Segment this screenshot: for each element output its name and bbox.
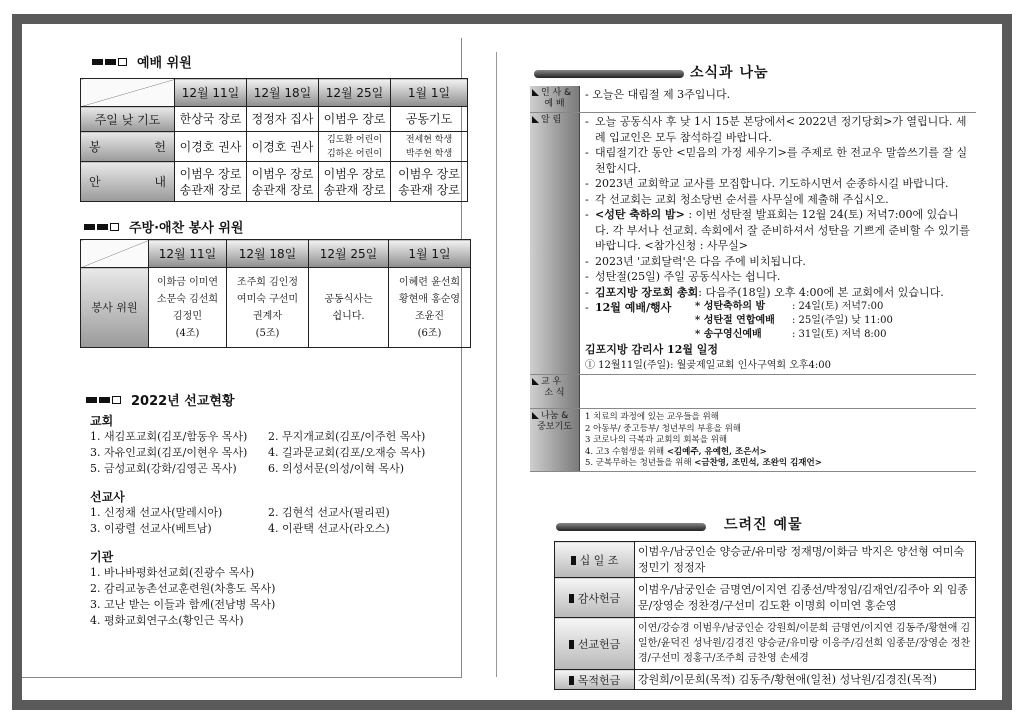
list-item: 3 코로나의 극복과 교회의 회복을 위해 [585, 435, 728, 445]
table-cell: 한상국 장로 [175, 107, 247, 132]
volunteer-group-6: 이혜련 윤선희 황현애 홍순영 조윤진 (6조) [389, 268, 471, 348]
event-item: * 성탄축하의 밤 : 24일(토) 저녁7:00 [695, 301, 884, 312]
news-notice-row [530, 113, 976, 375]
offering-header-bar [556, 523, 706, 531]
news-section [530, 86, 976, 472]
right-panel [530, 24, 976, 700]
news-label-prayer: 나눔 & 중보기도 [530, 409, 580, 471]
volunteer-group-4: 이화금 이미연 소문숙 김선희 김정민 (4조) [149, 268, 227, 348]
mission-status-title: 2022년 선교현황 [86, 390, 235, 409]
offering-names: 이범우/남궁인순 양승균/유미랑 정재명/이화금 박지은 양선형 여미숙 정민기 정정자 [635, 542, 976, 578]
list-item: - 각 선교회는 교회 청소당번 순서를 사무실에 제출해 주십시오. [585, 192, 889, 206]
list-item: - 오늘 공동식사 후 낮 1시 15분 본당에서< 2022년 정기당회>가 열립니다. 세례 입교인은 모두 참석하길 바랍니다. [585, 115, 967, 144]
table-cell: 전세현 학생 박주현 학생 [391, 132, 468, 162]
news-header [530, 64, 976, 84]
worship-date-2: 12월 18일 [247, 79, 319, 107]
table-cell: 정정자 집사 [247, 107, 319, 132]
news-prayer-row [530, 409, 976, 472]
list-item: 5. 군복무하는 청년들을 위해 <금찬영, 조민석, 조완익 김재언> [585, 458, 822, 468]
square-bullet-icon [571, 556, 576, 565]
bulletin-frame [12, 14, 1012, 710]
offering-title: 드려진 예물 [724, 517, 803, 533]
event-item: * 성탄절 연합예배 : 25일(주일) 낮 11:00 [695, 315, 893, 326]
news-notices [580, 113, 976, 374]
triangle-icon [532, 412, 539, 419]
list-item: 2 아동부/ 중고등부/ 청년부의 부흥을 위해 [585, 423, 742, 434]
kitchen-date-3: 12월 25일 [309, 240, 389, 268]
triangle-icon [532, 89, 539, 96]
section-bullet-icon [84, 223, 121, 231]
mission-churches-heading: 교회 [90, 414, 114, 428]
volunteer-group-5: 조주희 김인정 여미숙 구선미 권계자 (5조) [227, 268, 309, 348]
kitchen-date-1: 12월 11일 [149, 240, 227, 268]
list-item: 4. 고3 수험생을 위해 <김예주, 유예헌, 조은서> [585, 446, 767, 457]
row-label-volunteers: 봉사 위원 [81, 268, 149, 348]
list-item: 1 치료의 과정에 있는 교우들을 위해 [585, 412, 719, 422]
offering-table [554, 541, 976, 690]
offering-label-mission: 선교헌금 [555, 618, 635, 670]
district-schedule-heading: 김포지방 감리사 12월 일정 [585, 343, 719, 356]
triangle-icon [532, 116, 539, 123]
left-panel [70, 24, 484, 700]
list-item: 3. 자유인교회(김포/이현우 목사) 4. 길과문교회(김포/오재승 목사) [90, 446, 426, 459]
table-cell: 이경호 권사 [175, 132, 247, 162]
mission-missionaries-heading: 선교사 [90, 490, 125, 504]
worship-date-3: 12월 25일 [319, 79, 391, 107]
news-members [580, 375, 976, 408]
header-bar [534, 70, 684, 78]
list-item: - 2023년 '교회달력'은 다음 주에 비치됩니다. [585, 254, 806, 268]
list-item: 4. 평화교회연구소(황인근 목사) [90, 614, 244, 627]
list-item: 1. 새김포교회(김포/함동우 목사) 2. 무지개교회(김포/이주헌 목사) [90, 430, 426, 443]
news-greeting: - 오늘은 대림절 제 3주입니다. [585, 88, 731, 101]
worship-date-1: 12월 11일 [175, 79, 247, 107]
kitchen-date-4: 1월 1일 [389, 240, 471, 268]
offering-label-thanks: 감사헌금 [555, 578, 635, 618]
table-cell: 이범우 장로 송관재 장로 [175, 162, 247, 202]
square-bullet-icon [569, 676, 574, 685]
table-cell: 이경호 권사 [247, 132, 319, 162]
square-bullet-icon [569, 640, 574, 649]
list-item: - 대림절기간 동안 <믿음의 가정 세우기>를 주제로 한 전교우 말씀쓰기를 잘 실천합시다. [585, 146, 968, 175]
list-item: - 김포지방 장로회 총회: 다음주(18일) 오후 4:00에 본 교회에서 있습니다. [585, 285, 944, 299]
list-item: 1. 바나바평화선교회(진광수 목사) [90, 566, 255, 579]
kitchen-date-2: 12월 18일 [227, 240, 309, 268]
row-label-prayer: 주일 낮 기도 [81, 107, 175, 132]
list-item: 2. 감리교농촌선교훈련원(차흥도 목사) [90, 582, 276, 595]
district-schedule-item: ① 12월11일(주일): 월곶제일교회 인사구역회 오후4:00 [585, 359, 832, 371]
news-label-notice: 알 림 [530, 113, 580, 374]
mission-list [90, 413, 504, 629]
row-label-usher: 안 내 [81, 162, 175, 202]
table-cell: 이범우 장로 송관재 장로 [319, 162, 391, 202]
mission-orgs-heading: 기관 [90, 550, 114, 564]
row-label-offering: 봉 헌 [81, 132, 175, 162]
offering-names: 강원희/이문희(목적) 김동주/황현애(일천) 성낙원/김경진(목적) [635, 670, 976, 690]
kitchen-table [80, 239, 471, 348]
news-greeting-row [530, 86, 976, 113]
news-member-row [530, 375, 976, 409]
section-bullet-icon [86, 396, 123, 404]
news-prayers [580, 409, 976, 471]
offering-names: 이범우/남궁인순 금명연/이지연 김종선/박정임/김재언/김주아 외 임종문/장영순 정찬경/구선미 김도환 이명희 이미연 홍순영 [635, 578, 976, 618]
square-bullet-icon [569, 594, 574, 603]
table-cell: 이범우 장로 송관재 장로 [391, 162, 468, 202]
event-item: * 송구영신예배 : 31일(토) 저녁 8:00 [695, 329, 887, 340]
list-item: - <성탄 축하의 밤> : 이번 성탄절 발표회는 12월 24(토) 저녁7:00에 있습니다. 각 부서나 선교회. 속회에서 잘 준비하셔서 성탄을 기쁘게 준비할 수 있기를 바랍니다. <참가신청 : 사무실> [585, 208, 970, 252]
section-bullet-icon [92, 58, 129, 66]
list-item: - 성탄절(25일) 주일 공동식사는 쉽니다. [585, 270, 781, 283]
offering-names: 이연/강승경 이범우/남궁인순 강원희/이문희 금명연/이지연 김동주/황현애 김일한/윤덕진 성낙원/김경진 양승균/유미랑 이응주/김선희 임종문/장영순 정찬경/구선미 정홍구/조주희 금찬영 손세경 [635, 618, 976, 670]
list-item: - 2023년 교회학교 교사를 모집합니다. 기도하시면서 순종하시길 바랍니다. [585, 177, 949, 190]
table-corner [81, 240, 149, 268]
offering-label-tithe: 십 일 조 [555, 542, 635, 578]
list-item: 3. 이광렬 선교사(베트남) 4. 이관택 선교사(라오스) [90, 522, 390, 535]
worship-table [80, 78, 468, 202]
table-corner [81, 79, 175, 107]
events-block: - 12월 예배/행사 * 성탄축하의 밤 : 24일(토) 저녁7:00 * 성탄절 연합예배 : 25일(주일) 낮 11:00 * 송구영신예배 : 31일(토) 저녁 8:00 [585, 300, 972, 342]
worship-date-4: 1월 1일 [391, 79, 468, 107]
offering-label-purpose: 목적헌금 [555, 670, 635, 690]
list-item: 1. 신정채 선교사(말레시아) 2. 김현석 선교사(필리핀) [90, 506, 390, 519]
list-item: 3. 고난 받는 이들과 함께(전남병 목사) [90, 598, 276, 611]
kitchen-committee-title: 주방·애찬 봉사 위원 [84, 217, 243, 236]
table-cell: 이범우 장로 [319, 107, 391, 132]
table-cell: 이범우 장로 송관재 장로 [247, 162, 319, 202]
volunteer-no-meal: 공동식사는 쉽니다. [309, 268, 389, 348]
news-label-greeting: 인 사 & 예 배 [530, 86, 580, 112]
news-label-members: 교 우 소 식 [530, 375, 580, 408]
table-cell: 공동기도 [391, 107, 468, 132]
list-item: 5. 금성교회(강화/김영곤 목사) 6. 의성서문(의성/이혁 목사) [90, 462, 405, 475]
news-title: 소식과 나눔 [690, 65, 769, 81]
triangle-icon [532, 378, 539, 385]
table-cell: 김도환 어린이 김하온 어린이 [319, 132, 391, 162]
worship-committee-title: 예배 위원 [92, 52, 192, 71]
